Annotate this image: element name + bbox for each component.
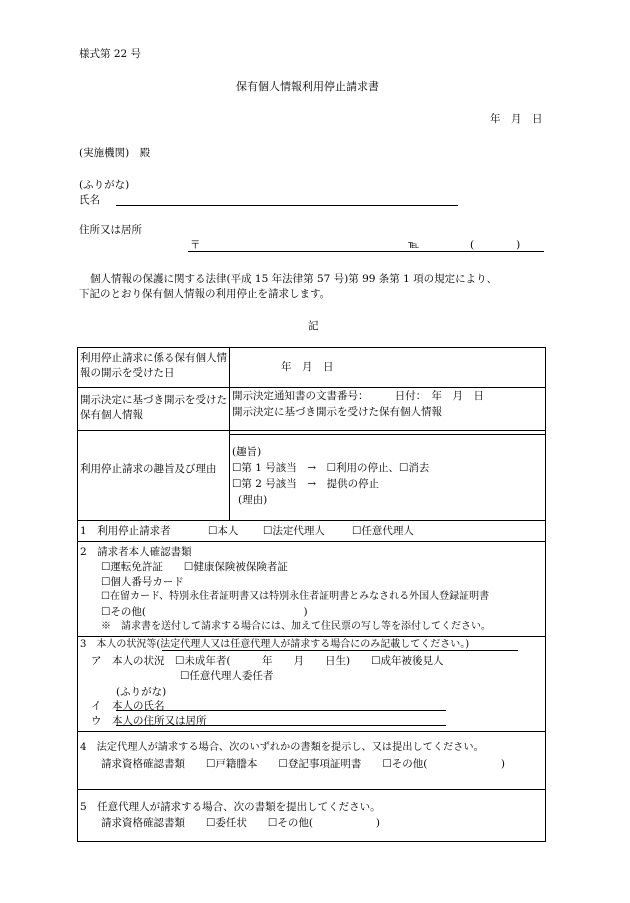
principal-address-underline[interactable] bbox=[116, 725, 446, 726]
sec3-heading-underline bbox=[162, 650, 518, 651]
intro-line-2: 下記のとおり保有個人情報の利用停止を請求します。 bbox=[79, 288, 331, 300]
row2-value-line1[interactable]: 開示決定通知書の文書番号： 日付： 年 月 日 bbox=[232, 390, 484, 402]
row-divider-2b bbox=[229, 434, 546, 435]
row-divider-3 bbox=[77, 520, 546, 521]
sec3-line-u: ウ 本人の住所又は居所 bbox=[91, 715, 207, 727]
sec3-heading: 3 本人の状況等(法定代理人又は任意代理人が請求する場合にのみ記載してください。) bbox=[80, 639, 470, 650]
sec1-legal-agent-checkbox[interactable]: ☐法定代理人 bbox=[263, 525, 325, 537]
sec2-line4[interactable]: ☐その他( ) bbox=[101, 606, 308, 618]
name-label: 氏名 bbox=[79, 194, 100, 206]
row-divider-1 bbox=[77, 387, 546, 388]
ki-mark: 記 bbox=[308, 320, 319, 332]
sec3-line-i: イ 本人の氏名 bbox=[91, 700, 165, 712]
row1-label: 利用停止請求に係る保有個人情報の開示を受けた日 bbox=[80, 352, 227, 380]
row2-label: 開示決定に基づき開示を受けた保有個人情報 bbox=[80, 394, 227, 422]
sec2-note: ※ 請求書を送付して請求する場合には、加えて住民票の写し等を添付してください。 bbox=[101, 621, 491, 632]
addressee: (実施機関) 殿 bbox=[79, 147, 151, 159]
tel-mark: ℡ bbox=[408, 239, 420, 251]
principal-name-underline[interactable] bbox=[116, 710, 446, 711]
sec1-voluntary-agent-checkbox[interactable]: ☐任意代理人 bbox=[352, 525, 414, 537]
postal-mark: 〒 bbox=[190, 239, 201, 251]
row3-purpose-heading: (趣旨) bbox=[232, 446, 262, 458]
name-underline[interactable] bbox=[116, 205, 458, 206]
sec5-heading: 5 任意代理人が請求する場合、次の書類を提出してください。 bbox=[80, 801, 381, 813]
row3-item1-checkbox[interactable]: ☐第 1 号該当 → ☐利用の停止、☐消去 bbox=[232, 462, 430, 474]
sec3-furigana: (ふりがな) bbox=[116, 686, 167, 698]
row2-value-line2: 開示決定に基づき開示を受けた保有個人情報 bbox=[232, 406, 442, 418]
sec1-self-checkbox[interactable]: ☐本人 bbox=[208, 525, 239, 537]
sec3-line-a2[interactable]: ☐任意代理人委任者 bbox=[180, 670, 274, 682]
address-label: 住所又は居所 bbox=[79, 224, 142, 236]
address-underline[interactable] bbox=[188, 251, 544, 252]
row1-value[interactable]: 年 月 日 bbox=[281, 361, 334, 373]
sec5-line[interactable]: 請求資格確認書類 ☐委任状 ☐その他( ) bbox=[101, 817, 381, 829]
sec2-line1[interactable]: ☐運転免許証 ☐健康保険被保険者証 bbox=[101, 561, 288, 573]
sec3-line-a[interactable]: ア 本人の状況 ☐未成年者( 年 月 日生) ☐成年被後見人 bbox=[91, 655, 444, 667]
row3-item2-checkbox[interactable]: ☐第 2 号該当 → 提供の停止 bbox=[232, 478, 380, 490]
sec4-heading: 4 法定代理人が請求する場合、次のいずれかの書類を提示し、又は提出してください。 bbox=[80, 742, 484, 753]
row-divider-6 bbox=[77, 731, 546, 732]
row-divider-4 bbox=[77, 541, 546, 542]
date-line: 年 月 日 bbox=[490, 113, 543, 125]
intro-line-1: 個人情報の保護に関する法律(平成 15 年法律第 57 号)第 99 条第 1 項の規定により、 bbox=[90, 273, 498, 285]
row-divider-7 bbox=[77, 789, 546, 790]
sec2-line3[interactable]: ☐在留カード、特別永住者証明書又は特別永住者証明書とみなされる外国人登録証明書 bbox=[101, 591, 490, 602]
row3-label: 利用停止請求の趣旨及び理由 bbox=[80, 463, 217, 475]
sec1-heading: 1 利用停止請求者 bbox=[80, 525, 171, 537]
furigana-label: (ふりがな) bbox=[79, 179, 130, 191]
row-divider-2 bbox=[77, 430, 546, 431]
sec4-line[interactable]: 請求資格確認書類 ☐戸籍謄本 ☐登記事項証明書 ☐その他( ) bbox=[101, 758, 505, 770]
sec2-line2[interactable]: ☐個人番号カード bbox=[101, 576, 184, 588]
sec2-heading: 2 請求者本人確認書類 bbox=[80, 546, 192, 558]
row-divider-5 bbox=[77, 636, 546, 637]
tel-paren: ( ) bbox=[470, 239, 521, 251]
form-number: 様式第 22 号 bbox=[79, 48, 142, 60]
document-title: 保有個人情報利用停止請求書 bbox=[236, 80, 379, 93]
row3-reason-heading: (理由) bbox=[238, 494, 268, 506]
